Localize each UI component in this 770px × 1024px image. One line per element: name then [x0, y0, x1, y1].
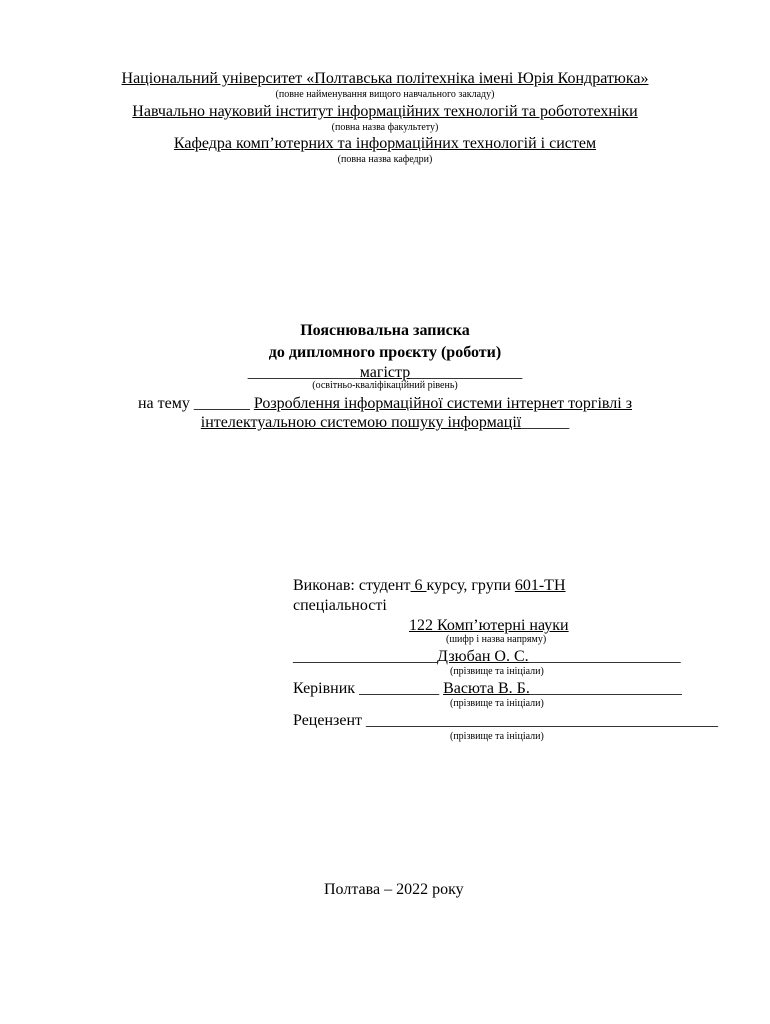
reviewer-caption: (прізвище та ініціали) [450, 731, 544, 742]
supervisor-label: Керівник [293, 680, 360, 697]
student-line [293, 648, 681, 666]
course-label: курсу, групи [426, 577, 515, 594]
performed-label: Виконав: студент [293, 577, 411, 594]
reviewer-line [293, 712, 718, 730]
topic-line-2 [0, 414, 770, 432]
performed-line [293, 577, 566, 595]
university-name: Національний університет «Полтавська політехніка імені Юрія Кондратюка» [121, 70, 649, 87]
city-year: Полтава – 2022 року [324, 881, 464, 898]
reviewer-label: Рецензент [293, 712, 366, 729]
reviewer-blank: ____________________________________________ [366, 712, 718, 729]
department-name: Кафедра комп’ютерних та інформаційних технологій і систем [173, 135, 597, 152]
specialty-caption: (шифр і назва напряму) [446, 634, 547, 645]
student-caption: (прізвище та ініціали) [450, 666, 544, 677]
doc-subtitle: до дипломного проєкту (роботи) [268, 344, 502, 361]
topic-prefix: на тему _______ [137, 395, 254, 412]
institute-name: Навчально науковий інститут інформаційних технологій та робототехніки [132, 103, 638, 120]
doc-title: Пояснювальна записка [300, 322, 470, 339]
student-prefix: __________________ [293, 648, 437, 665]
degree-caption: (освітньо-кваліфікаційний рівень) [312, 380, 458, 391]
supervisor-suffix: ___________________ [529, 680, 682, 697]
degree-prefix: ______________ [247, 364, 360, 381]
topic-suffix: ______ [521, 414, 570, 431]
university-caption: (повне найменування вищого навчального закладу) [275, 89, 495, 100]
topic-text-1: Розроблення інформаційної системи інтернет торгівлі з [253, 395, 633, 412]
supervisor-name: Васюта В. Б. [443, 680, 530, 697]
topic-line-1 [0, 395, 770, 413]
supervisor-line [293, 680, 682, 698]
specialty-label: спеціальності [293, 597, 387, 614]
course-value: 6 [410, 577, 427, 594]
group-value: 601-ТН [514, 577, 566, 594]
degree-value: магістр [359, 364, 411, 381]
supervisor-caption: (прізвище та ініціали) [450, 698, 544, 709]
topic-text-2: інтелектуальною системою пошуку інформації [200, 414, 522, 431]
degree-suffix: ______________ [410, 364, 523, 381]
student-name: Дзюбан О. С. [437, 648, 529, 665]
supervisor-prefix: __________ [359, 680, 444, 697]
specialty-value: 122 Комп’ютерні науки [409, 617, 569, 634]
student-suffix: ___________________ [528, 648, 681, 665]
institute-caption: (повна назва факультету) [331, 122, 439, 133]
department-caption: (повна назва кафедри) [337, 154, 433, 165]
